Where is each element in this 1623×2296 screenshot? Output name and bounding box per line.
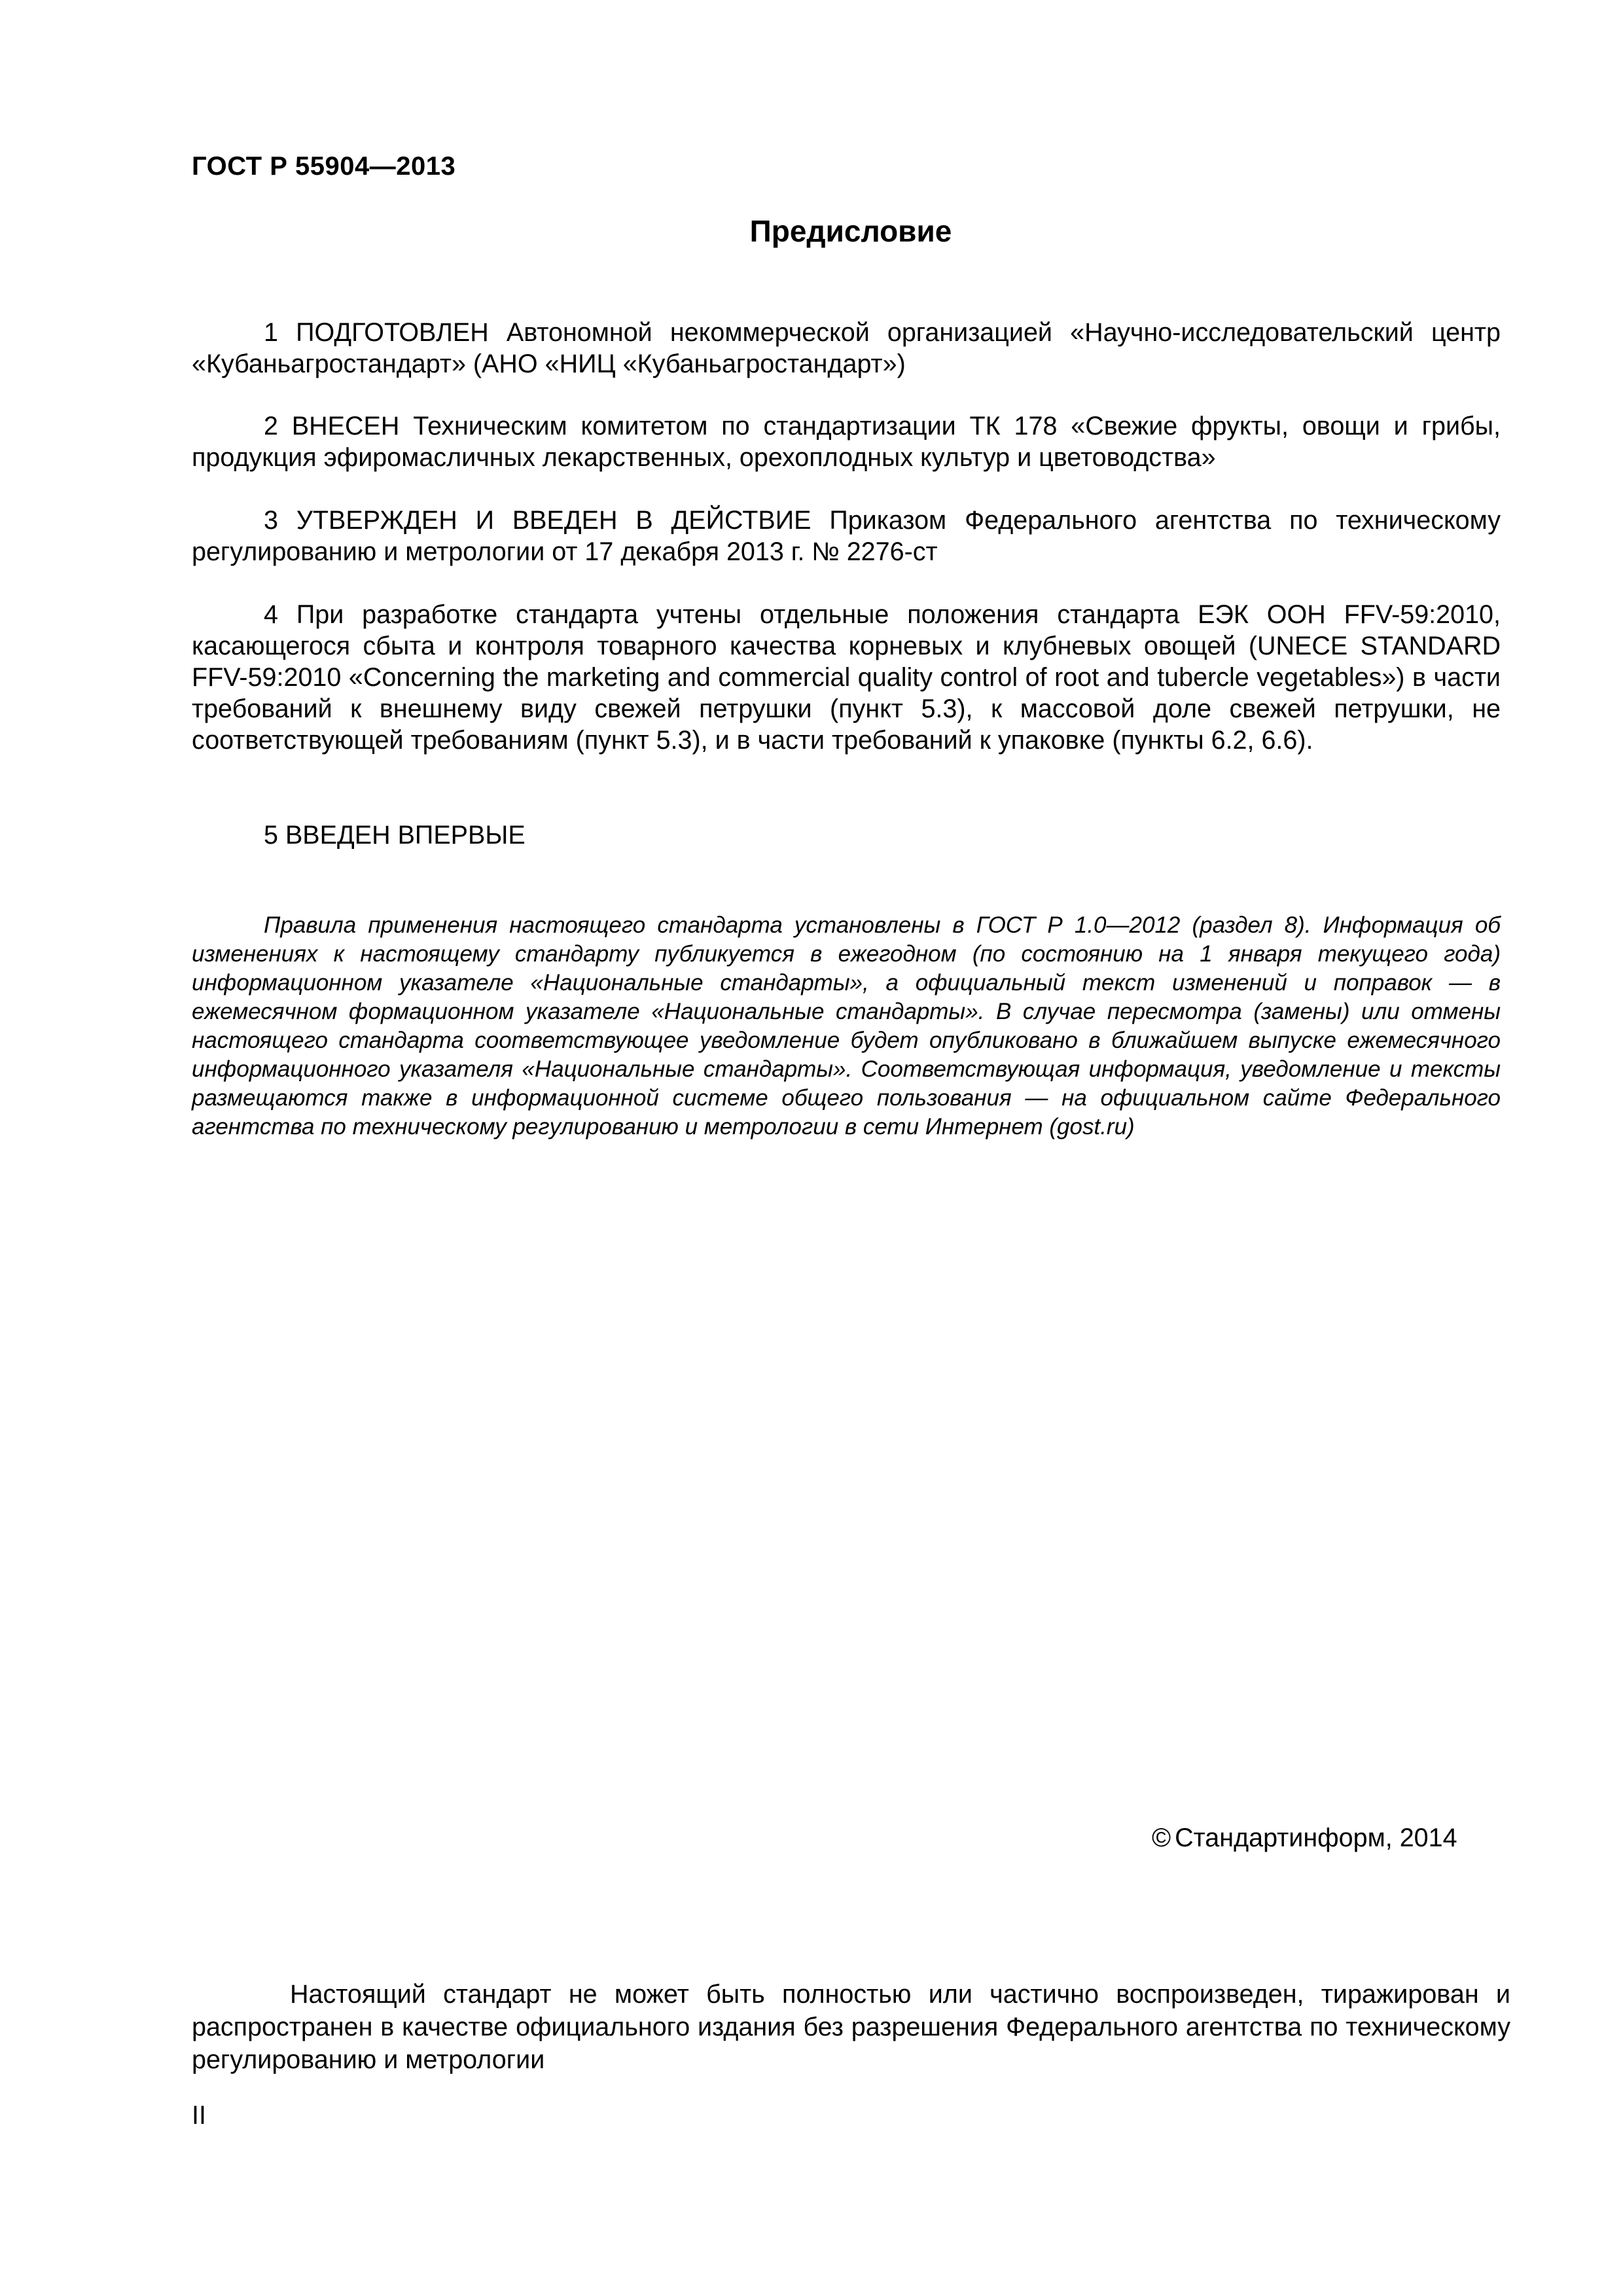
page-number: II [192, 2101, 206, 2130]
foreword-item-5 [192, 819, 1501, 851]
foreword-item-4 [192, 599, 1501, 756]
copyright-symbol: © [1152, 1823, 1171, 1852]
application-rules-note [192, 911, 1501, 1141]
foreword-item-2 [192, 410, 1501, 473]
copyright-line [1152, 1823, 1457, 1853]
note-text: Правила применения настоящего стандарта установлены в ГОСТ Р 1.0—2012 (раздел 8). Информация об изменениях к настоящему стандарту публикуется в ежегодном (по состоянию на 1 января текущего года) информационном указателе «Национальные стандарты», а официальный текст изменений и поправок — в ежемесячном формационном указателе «Национальные стандарты». В случае пересмотра (замены) или отмены настоящего стандарта соответствующее уведомление будет опубликовано в ближайшем выпуске ежемесячного информационного указателя «Национальные стандарты». Соответствующая информация, уведомление и тексты размещаются также в информационной системе общего пользования — на официальном сайте Федерального агентства по техническому регулированию и метрологии в сети Интернет (gost.ru) [192, 912, 1501, 1139]
reproduction-notice-text: Настоящий стандарт не может быть полностью или частично воспроизведен, тиражирован и распространен в качестве официального издания без разрешения Федерального агентства по техническому регулированию и метрологии [192, 1980, 1510, 2074]
foreword-item-text: 3 УТВЕРЖДЕН И ВВЕДЕН В ДЕЙСТВИЕ Приказом Федерального агентства по техническому регулированию и метрологии от 17 декабря 2013 г. № 2276-ст [192, 506, 1501, 566]
foreword-item-text: 4 При разработке стандарта учтены отдельные положения стандарта ЕЭК ООН FFV-59:2010, касающегося сбыта и контроля товарного качества корневых и клубневых овощей (UNECE STANDARD FFV-59:2010 «Concerning the marketing and commercial quality control of root and tubercle vegetables») в части требований к внешнему виду свежей петрушки (пункт 5.3), к массовой доле свежей петрушки, не соответствующей требованиям (пункт 5.3), и в части требований к упаковке (пункты 6.2, 6.6). [192, 600, 1501, 755]
foreword-item-text: 5 ВВЕДЕН ВПЕРВЫЕ [264, 821, 526, 850]
foreword-item-1 [192, 317, 1501, 380]
page-title: Предисловие [749, 214, 952, 248]
foreword-item-text: 1 ПОДГОТОВЛЕН Автономной некоммерческой организацией «Научно-исследовательский центр «Кубаньагростандарт» (АНО «НИЦ «Кубаньагростандарт») [192, 318, 1501, 378]
copyright-text: Стандартинформ, 2014 [1175, 1823, 1457, 1852]
foreword-item-text: 2 ВНЕСЕН Техническим комитетом по стандартизации ТК 178 «Свежие фрукты, овощи и грибы, продукция эфиромасличных лекарственных, орехоплодных культур и цветоводства» [192, 412, 1501, 472]
foreword-item-3 [192, 505, 1501, 567]
document-id: ГОСТ Р 55904—2013 [192, 152, 456, 181]
reproduction-notice [192, 1978, 1510, 2076]
